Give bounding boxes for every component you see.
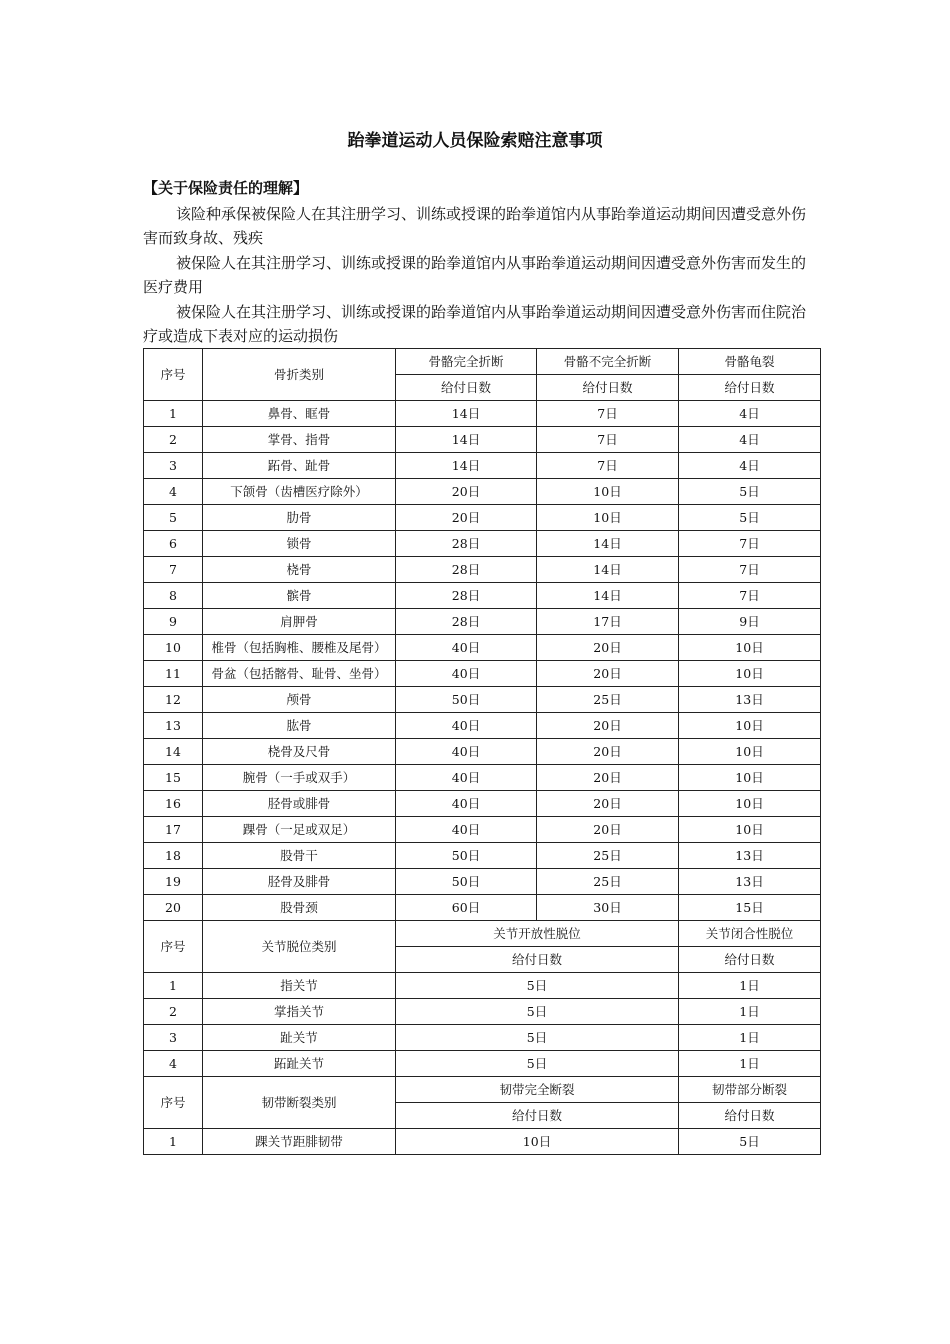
header-fracture-category: 骨折类别 [203, 349, 396, 401]
row-seq: 6 [144, 531, 203, 557]
complete-fracture-days: 20日 [396, 479, 537, 505]
header-days: 给付日数 [396, 947, 679, 973]
injury-benefit-table [143, 348, 821, 1155]
bone-crack-days: 4日 [679, 453, 821, 479]
page-title: 跆拳道运动人员保险索赔注意事项 [347, 131, 603, 151]
incomplete-fracture-days: 10日 [537, 479, 679, 505]
fracture-category: 下颌骨（齿槽医疗除外） [203, 479, 396, 505]
bone-crack-days: 4日 [679, 427, 821, 453]
closed-dislocation-days: 1日 [679, 1051, 821, 1077]
complete-fracture-days: 40日 [396, 635, 537, 661]
paragraph-death-disability: 该险种承保被保险人在其注册学习、训练或授课的跆拳道馆内从事跆拳道运动期间因遭受意外伤害而致身故、残疾 [143, 205, 807, 247]
row-seq: 2 [144, 427, 203, 453]
row-seq: 15 [144, 765, 203, 791]
incomplete-fracture-days: 17日 [537, 609, 679, 635]
complete-fracture-days: 50日 [396, 843, 537, 869]
row-seq: 19 [144, 869, 203, 895]
row-seq: 11 [144, 661, 203, 687]
bone-crack-days: 13日 [679, 843, 821, 869]
header-bone-crack: 骨骼龟裂 [679, 349, 821, 375]
complete-fracture-days: 40日 [396, 817, 537, 843]
incomplete-fracture-days: 20日 [537, 791, 679, 817]
bone-crack-days: 5日 [679, 479, 821, 505]
complete-fracture-days: 14日 [396, 401, 537, 427]
table-row [144, 505, 821, 531]
table-row [144, 1051, 821, 1077]
closed-dislocation-days: 1日 [679, 999, 821, 1025]
fracture-category: 桡骨 [203, 557, 396, 583]
closed-dislocation-days: 1日 [679, 1025, 821, 1051]
table-row [144, 843, 821, 869]
fracture-category: 椎骨（包括胸椎、腰椎及尾骨） [203, 635, 396, 661]
row-seq: 7 [144, 557, 203, 583]
incomplete-fracture-days: 20日 [537, 817, 679, 843]
dislocation-category: 趾关节 [203, 1025, 396, 1051]
incomplete-fracture-days: 14日 [537, 557, 679, 583]
bone-crack-days: 4日 [679, 401, 821, 427]
table-row [144, 1129, 821, 1155]
paragraph-hospitalization-injuries: 被保险人在其注册学习、训练或授课的跆拳道馆内从事跆拳道运动期间因遭受意外伤害而住院治疗或造成下表对应的运动损伤 [143, 303, 807, 345]
row-seq: 1 [144, 401, 203, 427]
row-seq: 4 [144, 479, 203, 505]
fracture-category: 胫骨或腓骨 [203, 791, 396, 817]
ligament-category: 踝关节距腓韧带 [203, 1129, 396, 1155]
complete-fracture-days: 28日 [396, 531, 537, 557]
fracture-category: 肩胛骨 [203, 609, 396, 635]
table-row [144, 869, 821, 895]
bone-crack-days: 10日 [679, 635, 821, 661]
table-row [144, 687, 821, 713]
fracture-category: 颅骨 [203, 687, 396, 713]
row-seq: 9 [144, 609, 203, 635]
table-row [144, 453, 821, 479]
header-days: 给付日数 [679, 1103, 821, 1129]
header-seq: 序号 [144, 349, 203, 401]
incomplete-fracture-days: 20日 [537, 765, 679, 791]
fracture-category: 股骨颈 [203, 895, 396, 921]
header-seq: 序号 [144, 1077, 203, 1129]
header-days: 给付日数 [537, 375, 679, 401]
bone-crack-days: 15日 [679, 895, 821, 921]
table-row [144, 739, 821, 765]
open-dislocation-days: 5日 [396, 1025, 679, 1051]
row-seq: 8 [144, 583, 203, 609]
bone-crack-days: 9日 [679, 609, 821, 635]
bone-crack-days: 7日 [679, 557, 821, 583]
row-seq: 10 [144, 635, 203, 661]
row-seq: 18 [144, 843, 203, 869]
dislocation-category: 掌指关节 [203, 999, 396, 1025]
bone-crack-days: 10日 [679, 791, 821, 817]
table-row [144, 791, 821, 817]
complete-fracture-days: 28日 [396, 557, 537, 583]
complete-fracture-days: 40日 [396, 713, 537, 739]
complete-fracture-days: 60日 [396, 895, 537, 921]
incomplete-fracture-days: 20日 [537, 661, 679, 687]
row-seq: 13 [144, 713, 203, 739]
header-days: 给付日数 [679, 947, 821, 973]
incomplete-fracture-days: 10日 [537, 505, 679, 531]
incomplete-fracture-days: 20日 [537, 739, 679, 765]
incomplete-fracture-days: 25日 [537, 843, 679, 869]
complete-fracture-days: 40日 [396, 791, 537, 817]
dislocation-header-row [144, 921, 821, 947]
table-row [144, 427, 821, 453]
paragraph-medical-expenses: 被保险人在其注册学习、训练或授课的跆拳道馆内从事跆拳道运动期间因遭受意外伤害而发生的医疗费用 [143, 254, 807, 296]
fracture-category: 锁骨 [203, 531, 396, 557]
row-seq: 1 [144, 973, 203, 999]
row-seq: 3 [144, 453, 203, 479]
incomplete-fracture-days: 25日 [537, 869, 679, 895]
bone-crack-days: 13日 [679, 869, 821, 895]
complete-fracture-days: 50日 [396, 869, 537, 895]
closed-dislocation-days: 1日 [679, 973, 821, 999]
bone-crack-days: 7日 [679, 583, 821, 609]
fracture-category: 鼻骨、眶骨 [203, 401, 396, 427]
header-days: 给付日数 [396, 1103, 679, 1129]
bone-crack-days: 10日 [679, 661, 821, 687]
complete-fracture-days: 40日 [396, 765, 537, 791]
fracture-category: 跖骨、趾骨 [203, 453, 396, 479]
fracture-category: 腕骨（一手或双手） [203, 765, 396, 791]
incomplete-fracture-days: 14日 [537, 531, 679, 557]
fracture-category: 股骨干 [203, 843, 396, 869]
table-row [144, 817, 821, 843]
bone-crack-days: 10日 [679, 765, 821, 791]
section-heading: 【关于保险责任的理解】 [143, 179, 309, 197]
table-row [144, 531, 821, 557]
header-open-dislocation: 关节开放性脱位 [396, 921, 679, 947]
fracture-category: 胫骨及腓骨 [203, 869, 396, 895]
table-row [144, 609, 821, 635]
row-seq: 3 [144, 1025, 203, 1051]
table-row [144, 765, 821, 791]
bone-crack-days: 10日 [679, 713, 821, 739]
row-seq: 16 [144, 791, 203, 817]
complete-fracture-days: 28日 [396, 609, 537, 635]
header-closed-dislocation: 关节闭合性脱位 [679, 921, 821, 947]
complete-fracture-days: 50日 [396, 687, 537, 713]
table-row [144, 635, 821, 661]
row-seq: 20 [144, 895, 203, 921]
row-seq: 4 [144, 1051, 203, 1077]
table-row [144, 895, 821, 921]
fracture-category: 髌骨 [203, 583, 396, 609]
table-row [144, 713, 821, 739]
row-seq: 5 [144, 505, 203, 531]
header-incomplete-fracture: 骨骼不完全折断 [537, 349, 679, 375]
partial-rupture-days: 5日 [679, 1129, 821, 1155]
incomplete-fracture-days: 7日 [537, 401, 679, 427]
fracture-category: 桡骨及尺骨 [203, 739, 396, 765]
incomplete-fracture-days: 20日 [537, 635, 679, 661]
bone-crack-days: 13日 [679, 687, 821, 713]
ligament-header-row [144, 1077, 821, 1103]
bone-crack-days: 10日 [679, 739, 821, 765]
row-seq: 14 [144, 739, 203, 765]
table-row [144, 999, 821, 1025]
incomplete-fracture-days: 30日 [537, 895, 679, 921]
table-row [144, 1025, 821, 1051]
fracture-category: 骨盆（包括髂骨、耻骨、坐骨） [203, 661, 396, 687]
bone-crack-days: 7日 [679, 531, 821, 557]
table-row [144, 557, 821, 583]
table-row [144, 479, 821, 505]
complete-fracture-days: 40日 [396, 739, 537, 765]
complete-fracture-days: 28日 [396, 583, 537, 609]
open-dislocation-days: 5日 [396, 1051, 679, 1077]
incomplete-fracture-days: 7日 [537, 427, 679, 453]
incomplete-fracture-days: 14日 [537, 583, 679, 609]
bone-crack-days: 10日 [679, 817, 821, 843]
dislocation-category: 指关节 [203, 973, 396, 999]
fracture-category: 肱骨 [203, 713, 396, 739]
row-seq: 2 [144, 999, 203, 1025]
table-row [144, 583, 821, 609]
header-dislocation-category: 关节脱位类别 [203, 921, 396, 973]
fracture-category: 肋骨 [203, 505, 396, 531]
fracture-header-row [144, 349, 821, 375]
header-complete-rupture: 韧带完全断裂 [396, 1077, 679, 1103]
complete-fracture-days: 14日 [396, 427, 537, 453]
header-seq: 序号 [144, 921, 203, 973]
complete-rupture-days: 10日 [396, 1129, 679, 1155]
complete-fracture-days: 14日 [396, 453, 537, 479]
bone-crack-days: 5日 [679, 505, 821, 531]
incomplete-fracture-days: 7日 [537, 453, 679, 479]
table-row [144, 401, 821, 427]
complete-fracture-days: 40日 [396, 661, 537, 687]
row-seq: 1 [144, 1129, 203, 1155]
incomplete-fracture-days: 25日 [537, 687, 679, 713]
fracture-category: 掌骨、指骨 [203, 427, 396, 453]
header-ligament-category: 韧带断裂类别 [203, 1077, 396, 1129]
table-row [144, 661, 821, 687]
open-dislocation-days: 5日 [396, 973, 679, 999]
dislocation-category: 跖趾关节 [203, 1051, 396, 1077]
incomplete-fracture-days: 20日 [537, 713, 679, 739]
header-days: 给付日数 [679, 375, 821, 401]
table-row [144, 973, 821, 999]
open-dislocation-days: 5日 [396, 999, 679, 1025]
fracture-category: 踝骨（一足或双足） [203, 817, 396, 843]
header-partial-rupture: 韧带部分断裂 [679, 1077, 821, 1103]
complete-fracture-days: 20日 [396, 505, 537, 531]
header-complete-fracture: 骨骼完全折断 [396, 349, 537, 375]
row-seq: 17 [144, 817, 203, 843]
header-days: 给付日数 [396, 375, 537, 401]
row-seq: 12 [144, 687, 203, 713]
